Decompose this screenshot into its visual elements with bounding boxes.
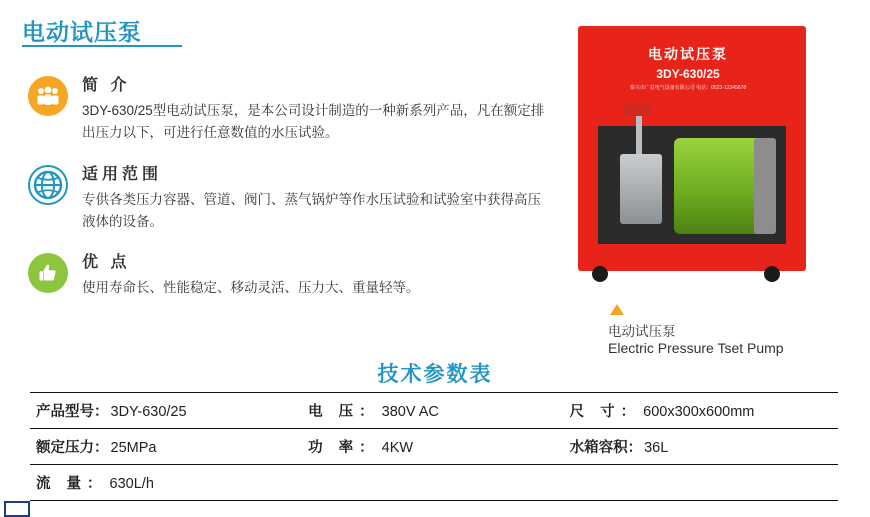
feature-body: 使用寿命长、性能稳定、移动灵活、压力大、重量轻等。	[82, 280, 420, 296]
spec-table-title: 技术参数表	[377, 363, 493, 386]
spec-label: 产品型号：	[36, 404, 109, 420]
nameplate-line-2: 3DY-630/25	[656, 67, 720, 81]
title-underline	[22, 45, 182, 47]
spec-cell	[302, 465, 563, 501]
spec-cell	[564, 429, 838, 465]
feature-heading: 简 介	[82, 77, 131, 94]
spec-value: 380V AC	[381, 404, 439, 420]
machine-nameplate	[608, 44, 768, 93]
product-image-block	[560, 18, 860, 358]
spec-value: 36L	[644, 440, 669, 456]
product-caption-cn: 电动试压泵	[608, 324, 676, 339]
spec-cell	[30, 429, 302, 465]
feature-item	[20, 72, 550, 145]
pump-head	[620, 154, 662, 224]
pressure-pump-illustration	[578, 26, 823, 296]
spec-value	[308, 475, 310, 491]
spec-value	[570, 475, 572, 491]
table-row	[30, 429, 838, 465]
people-icon	[28, 76, 68, 116]
machine-pipe	[636, 112, 642, 160]
spec-label: 流 量：	[36, 476, 108, 492]
spec-value: 3DY-630/25	[110, 404, 187, 420]
spec-label: 水箱容积：	[569, 440, 643, 456]
nameplate-line-1: 电动试压泵	[648, 46, 728, 62]
table-row	[30, 465, 838, 501]
feature-body: 专供各类压力容器、管道、阀门、蒸气锅炉等作水压试验和试验室中获得高压液体的设备。	[82, 191, 541, 229]
spec-label: 尺 寸：	[569, 404, 642, 420]
spec-label: 额定压力：	[36, 440, 109, 456]
feature-heading: 适用范围	[82, 165, 163, 183]
product-caption-en: Electric Pressure Tset Pump	[608, 340, 784, 356]
caster-wheel-right	[764, 266, 780, 282]
spec-cell	[30, 465, 302, 501]
page-title: 电动试压泵	[22, 19, 142, 45]
spec-value: 600x300x600mm	[643, 404, 755, 420]
triangle-marker-icon	[610, 304, 624, 315]
spec-cell	[564, 465, 838, 501]
machine-valve	[624, 104, 652, 116]
spec-table	[30, 392, 838, 501]
feature-item	[20, 161, 550, 234]
spec-value: 4KW	[381, 440, 414, 456]
spec-cell	[30, 393, 302, 429]
spec-label: 功 率：	[308, 440, 380, 456]
caster-wheel-left	[592, 266, 608, 282]
globe-icon	[28, 165, 68, 205]
feature-body: 3DY-630/25型电动试压泵，是本公司设计制造的一种新系列产品，凡在额定排出压力以下，可进行任意数值的水压试验。	[82, 103, 545, 141]
feature-item	[20, 249, 550, 311]
nameplate-line-3: 泰兴市广益电气设备有限公司 电话：0523-12345678	[629, 85, 747, 91]
thumbs-up-icon	[28, 253, 68, 293]
spec-cell	[564, 393, 838, 429]
feature-heading: 优 点	[82, 254, 131, 272]
spec-cell	[302, 393, 563, 429]
spec-cell	[302, 429, 563, 465]
motor-fan-cover	[754, 138, 776, 234]
spec-label: 电 压：	[308, 404, 380, 420]
bottom-left-marker	[4, 501, 30, 517]
spec-value: 630L/h	[109, 476, 154, 492]
feature-list	[20, 72, 550, 327]
table-row	[30, 393, 838, 429]
spec-value: 25MPa	[110, 440, 157, 456]
